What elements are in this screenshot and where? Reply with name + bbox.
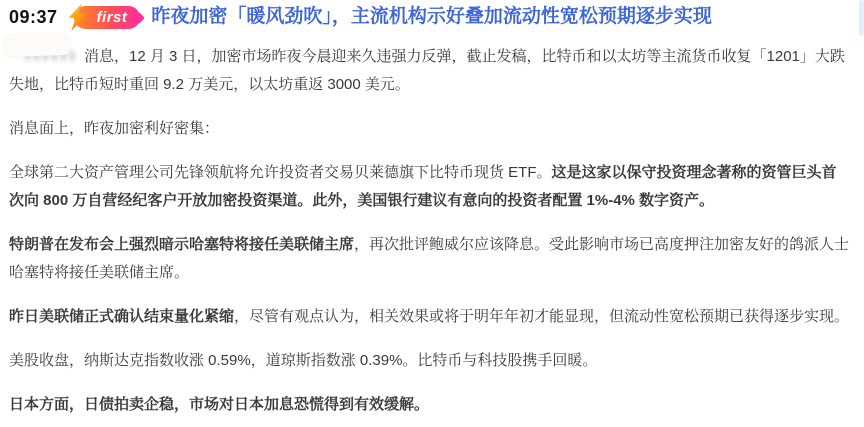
- emphasis-text: 昨日美联储正式确认结束量化紧缩: [9, 308, 235, 325]
- body-text: 美股收盘，纳斯达克指数收涨 0.59%，道琼斯指数涨 0.39%。比特币与科技股携手回暖。: [9, 352, 598, 369]
- article-body: [0, 43, 864, 419]
- redacted-source-logo: [9, 46, 79, 64]
- body-text: 消息，12 月 3 日，加密市场昨夜今晨迎来久违强力反弹，截止发稿，比特币和以太坊等主流货币收复「1201」大跌失地，比特币短时重回 9.2 万美元，以太坊重返 3000 美元。: [9, 48, 845, 93]
- paragraph: [9, 43, 850, 99]
- post-time: 09:37: [9, 7, 58, 27]
- body-text: ，再次批评鲍威尔应该降息。受此影响市场已高度押注加密友好的鸽派人士哈塞特将接任美联储主席。: [9, 236, 850, 281]
- post-header: [0, 0, 864, 29]
- paragraph: [9, 115, 850, 143]
- lightning-bolt-icon: [66, 2, 89, 33]
- body-text: ，尽管有观点认为，相关效果或将于明年年初才能显现，但流动性宽松预期已获得逐步实现。: [234, 308, 850, 325]
- first-badge-label: first: [96, 8, 128, 26]
- emphasis-text: 特朗普在发布会上强烈暗示哈塞特将接任美联储主席: [9, 236, 355, 253]
- emphasis-text: 日本方面，日债拍卖企稳，市场对日本加息恐慌得到有效缓解。: [9, 396, 430, 413]
- paragraph: [9, 347, 850, 375]
- emphasis-text: 这是这家以保守投资理念著称的资管巨头首次向 800 万自营经纪客户开放加密投资渠道。此外，美国银行建议有意向的投资者配置 1%-4% 数字资产。: [9, 164, 837, 209]
- paragraph: [9, 231, 850, 287]
- paragraph: [9, 159, 850, 215]
- white-sticker-overlay: [4, 32, 71, 57]
- scrollbar-thumb[interactable]: [859, 0, 864, 36]
- body-text: 消息面上，昨夜加密利好密集：: [9, 120, 220, 137]
- headline[interactable]: 昨夜加密「暖风劲吹」，主流机构示好叠加流动性宽松预期逐步实现: [151, 6, 712, 28]
- paragraph: [9, 303, 850, 331]
- first-badge: [74, 6, 141, 29]
- paragraph: [9, 391, 850, 419]
- body-text: 全球第二大资产管理公司先锋领航将允许投资者交易贝莱德旗下比特币现货 ETF。: [9, 164, 552, 181]
